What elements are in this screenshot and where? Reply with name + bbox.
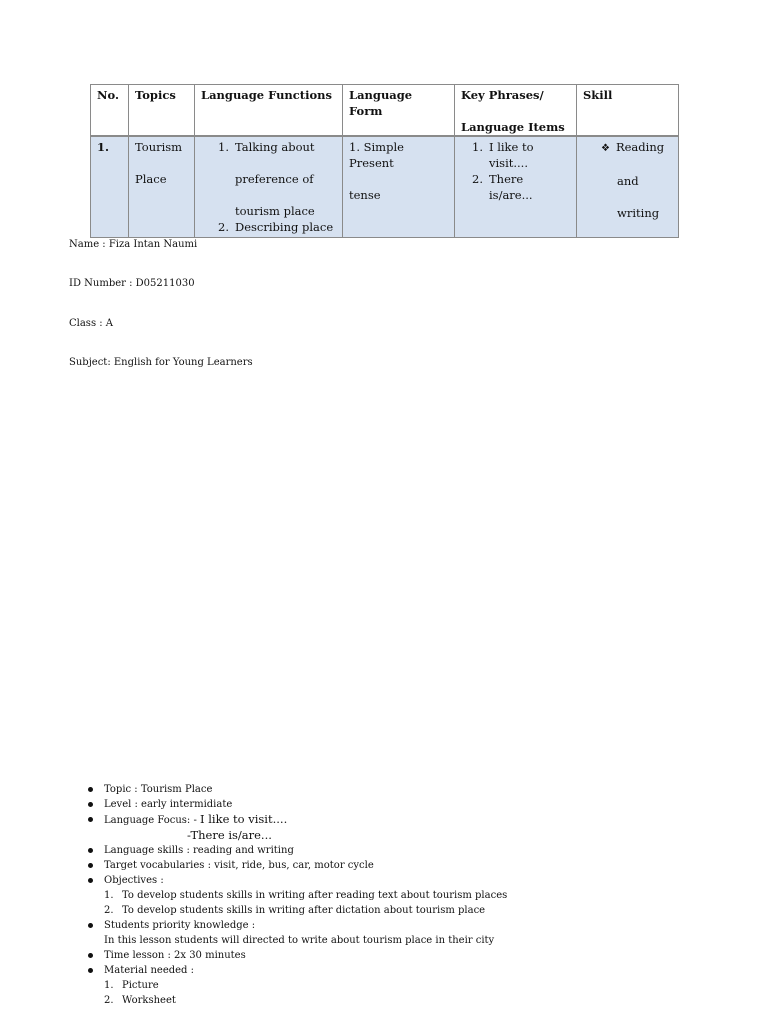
row-topic-line1: Tourism [135, 140, 183, 154]
diamond-bullet-icon: ❖ [601, 143, 610, 154]
list-item [465, 139, 570, 171]
objective-item-2 [86, 903, 726, 918]
language-focus-label: Language Focus: - [104, 815, 201, 826]
language-focus-item-1: I like to visit.... [200, 812, 288, 826]
detail-topic: Topic : Tourism Place [86, 782, 726, 797]
header-key-phrases [455, 85, 577, 137]
row-language-form [343, 136, 455, 238]
objective-text-1: To develop students skills in writing after reading text about tourism places [122, 890, 508, 901]
material-item-2 [86, 993, 726, 1008]
row-key-phrases [455, 136, 577, 238]
phrase-num-1: 1. [472, 140, 483, 154]
row-skill [577, 136, 679, 238]
row-topic [129, 136, 195, 238]
detail-material-label: Material needed : [86, 963, 726, 978]
lesson-details-list [86, 782, 726, 1008]
student-name: Name : Fiza Intan Naumi [69, 239, 198, 250]
objective-item-1 [86, 888, 726, 903]
function-1-line3: tourism place [235, 204, 315, 218]
row-topic-line2: Place [135, 172, 167, 186]
material-text-1: Picture [122, 980, 159, 991]
lesson-plan-table [90, 84, 679, 238]
student-id-number: ID Number : D05211030 [69, 278, 195, 289]
phrase-num-2: 2. [472, 172, 483, 186]
detail-priority-knowledge-label: Students priority knowledge : [86, 918, 726, 933]
row-form-line2: tense [349, 188, 381, 202]
list-item [211, 219, 336, 235]
list-item [211, 139, 336, 219]
phrase-1: I like to visit.... [489, 140, 534, 170]
function-num-2: 2. [218, 220, 229, 234]
detail-language-focus [86, 812, 726, 843]
header-no: No. [91, 85, 129, 137]
table-row [91, 136, 679, 238]
objective-num-1: 1. [104, 890, 114, 901]
student-class: Class : A [69, 318, 114, 329]
row-language-functions [195, 136, 343, 238]
detail-language-skills: Language skills : reading and writing [86, 843, 726, 858]
table-header-row [91, 85, 679, 137]
material-item-1 [86, 978, 726, 993]
language-focus-item-2: -There is/are... [187, 828, 272, 842]
skill-line3: writing [617, 206, 660, 220]
objective-text-2: To develop students skills in writing after dictation about tourism place [122, 905, 486, 916]
header-skill: Skill [577, 85, 679, 137]
header-topics: Topics [129, 85, 195, 137]
detail-time-lesson: Time lesson : 2x 30 minutes [86, 948, 726, 963]
row-number: 1. [91, 136, 129, 238]
function-num-1: 1. [218, 140, 229, 154]
header-key-phrases-line2: Language Items [461, 120, 565, 134]
detail-target-vocabularies: Target vocabularies : visit, ride, bus, car, motor cycle [86, 858, 726, 873]
row-form-line1: 1. Simple Present [349, 140, 404, 170]
material-text-2: Worksheet [122, 995, 176, 1006]
function-2-line1: Describing place [235, 220, 334, 234]
objective-num-2: 2. [104, 905, 114, 916]
priority-knowledge-text: In this lesson students will directed to write about tourism place in their city [104, 935, 495, 946]
material-num-2: 2. [104, 995, 114, 1006]
phrase-2: There is/are... [489, 172, 533, 202]
course-subject: Subject: English for Young Learners [69, 357, 253, 368]
skill-line1: Reading [615, 140, 665, 154]
header-language-form: Language Form [343, 85, 455, 137]
detail-level: Level : early intermidiate [86, 797, 726, 812]
skill-line2: and [617, 174, 639, 188]
function-1-line2: preference of [235, 172, 314, 186]
material-num-1: 1. [104, 980, 114, 991]
detail-objectives-label: Objectives : [86, 873, 726, 888]
function-1-line1: Talking about [235, 140, 315, 154]
header-key-phrases-line1: Key Phrases/ [461, 88, 544, 102]
header-language-functions: Language Functions [195, 85, 343, 137]
list-item [465, 171, 570, 203]
